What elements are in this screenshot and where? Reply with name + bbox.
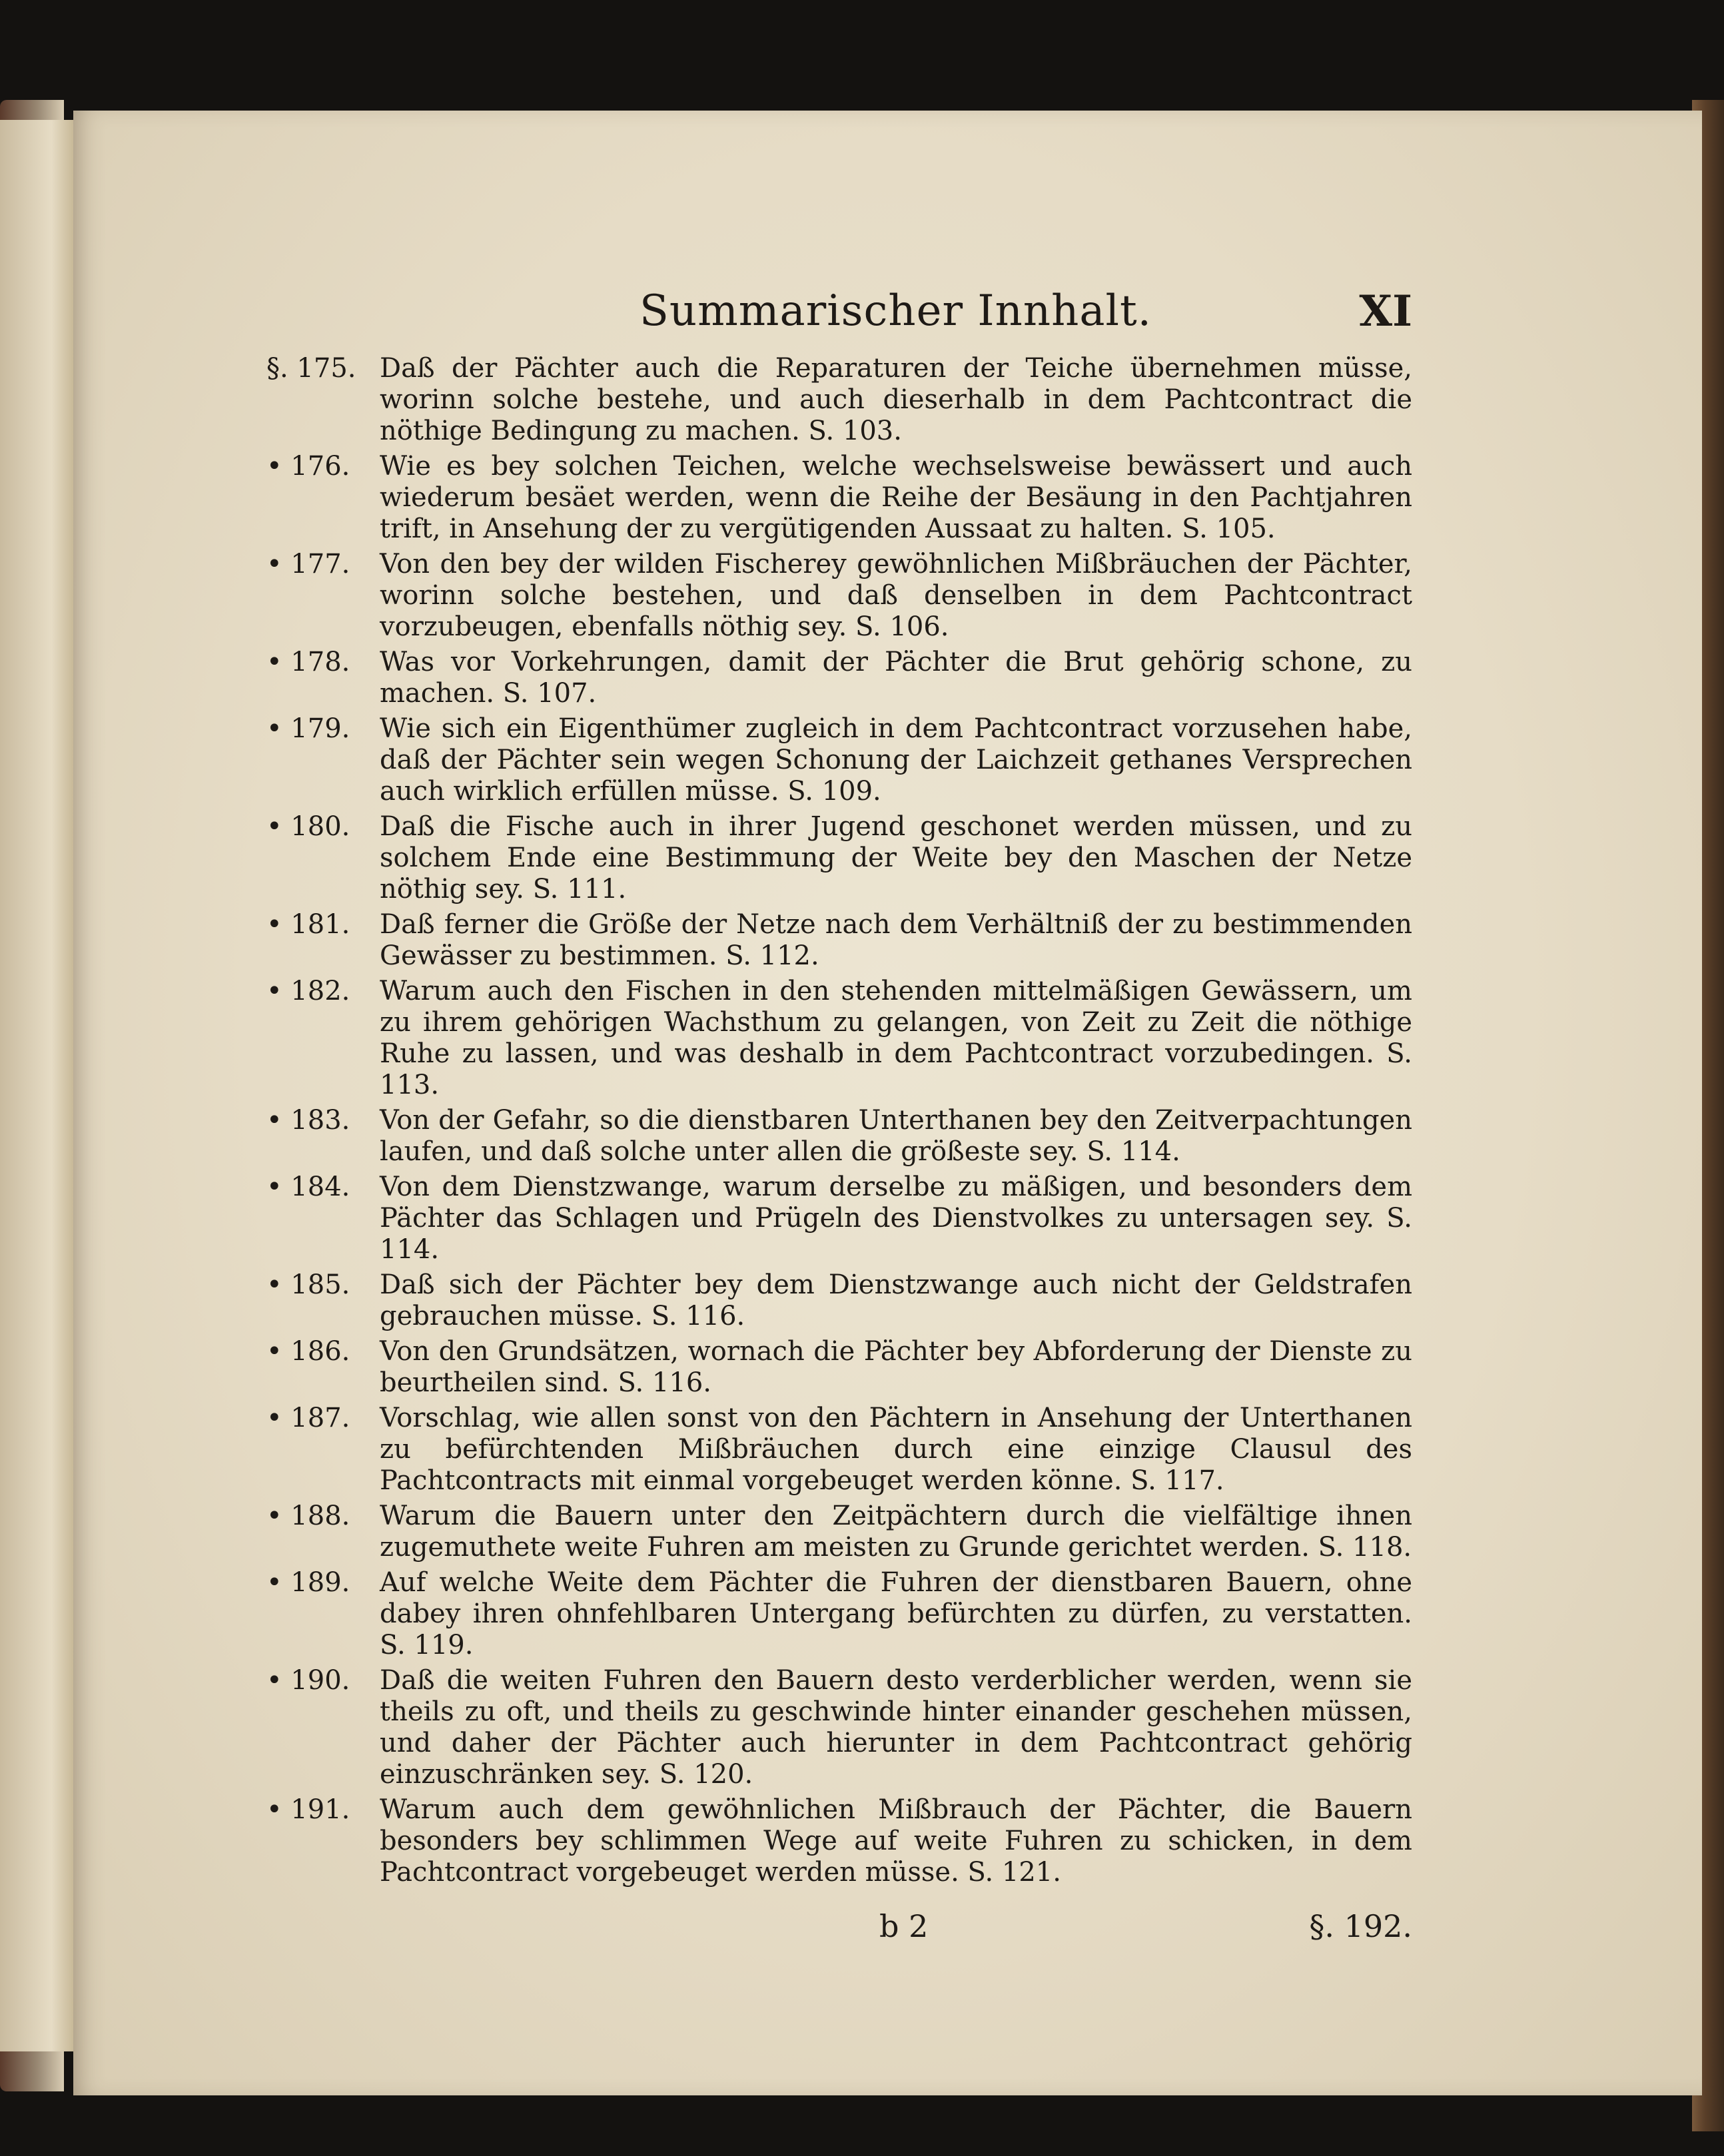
section-summary: Daß sich der Pächter bey dem Dienstzwange auch nicht der Geldstrafen gebrauchen müsse. S. 116.: [380, 1269, 1412, 1331]
catchword: §. 192.: [1309, 1908, 1412, 1944]
list-item: [266, 909, 1412, 972]
section-summary: Daß die Fische auch in ihrer Jugend geschonet werden müssen, und zu solchem Ende eine Bestimmung der Weite bey den Maschen der Netze nöthig sey. S. 111.: [380, 811, 1412, 904]
section-number: • 176.: [266, 451, 350, 482]
section-summary: Was vor Vorkehrungen, damit der Pächter die Brut gehörig schone, zu machen. S. 107.: [380, 647, 1412, 709]
section-summary: Von den bey der wilden Fischerey gewöhnlichen Mißbräuchen der Pächter, worinn solche bestehen, und daß denselben in dem Pachtcontract vorzubeugen, ebenfalls nöthig sey. S. 106.: [380, 549, 1412, 642]
list-item: [266, 1501, 1412, 1563]
list-item: [266, 353, 1412, 447]
section-number: • 185.: [266, 1269, 350, 1300]
section-number: • 188.: [266, 1501, 350, 1531]
section-summary: Wie sich ein Eigenthümer zugleich in dem Pachtcontract vorzusehen habe, daß der Pächter sein wegen Schonung der Laichzeit gethanes Versprechen auch wirklich erfüllen müsse. S. 109.: [380, 713, 1412, 807]
list-item: [266, 1403, 1412, 1497]
section-number: • 181.: [266, 909, 350, 940]
section-number: • 184.: [266, 1172, 350, 1202]
summary-list: [266, 353, 1412, 1888]
list-item: [266, 1665, 1412, 1790]
list-item: [266, 1567, 1412, 1661]
section-summary: Daß ferner die Größe der Netze nach dem Verhältniß der zu bestimmenden Gewässer zu bestimmen. S. 112.: [380, 909, 1412, 971]
section-summary: Wie es bey solchen Teichen, welche wechselsweise bewässert und auch wiederum besäet werden, wenn die Reihe der Besäung in den Pachtjahren trift, in Ansehung der zu vergütigenden Aussaat zu halten. S. 105.: [380, 451, 1412, 544]
section-summary: Vorschlag, wie allen sonst von den Pächtern in Ansehung der Unterthanen zu befürchtenden Mißbräuchen durch eine einzige Clausul des Pachtcontracts mit einmal vorgebeuget werden könne. S. 117.: [380, 1403, 1412, 1496]
section-summary: Von der Gefahr, so die dienstbaren Unterthanen bey den Zeitverpachtungen laufen, und daß solche unter allen die größeste sey. S. 114.: [380, 1105, 1412, 1167]
section-number: • 180.: [266, 811, 350, 842]
running-header: [266, 280, 1412, 353]
section-number: • 177.: [266, 549, 350, 579]
page-footer: [266, 1902, 1412, 1962]
section-number: §. 175.: [266, 353, 356, 384]
section-summary: Warum auch den Fischen in den stehenden mittelmäßigen Gewässern, um zu ihrem gehörigen Wachsthum zu gelangen, von Zeit zu Zeit die nöthige Ruhe zu lassen, und was deshalb in dem Pachtcontract vorzubedingen. S. 113.: [380, 976, 1412, 1100]
list-item: [266, 811, 1412, 905]
section-summary: Warum die Bauern unter den Zeitpächtern durch die vielfältige ihnen zugemuthete weite Fuhren am meisten zu Grunde gerichtet werden. S. 118.: [380, 1501, 1412, 1563]
section-summary: Daß der Pächter auch die Reparaturen der Teiche übernehmen müsse, worinn solche bestehe, und auch dieserhalb in dem Pachtcontract die nöthige Bedingung zu machen. S. 103.: [380, 353, 1412, 446]
list-item: [266, 976, 1412, 1101]
section-summary: Von dem Dienstzwange, warum derselbe zu mäßigen, und besonders dem Pächter das Schlagen und Prügeln des Dienstvolkes zu untersagen sey. S. 114.: [380, 1172, 1412, 1265]
section-number: • 189.: [266, 1567, 350, 1598]
page-title: Summarischer Innhalt.: [640, 286, 1152, 336]
list-item: [266, 451, 1412, 545]
list-item: [266, 549, 1412, 643]
section-summary: Daß die weiten Fuhren den Bauern desto verderblicher werden, wenn sie theils zu oft, und theils zu geschwinde hinter einander geschehen müssen, und daher der Pächter auch hierunter in dem Pachtcontract gehörig einzuschränken sey. S. 120.: [380, 1665, 1412, 1790]
page-number: XI: [1359, 286, 1412, 336]
list-item: [266, 1105, 1412, 1168]
section-number: • 191.: [266, 1794, 350, 1825]
list-item: [266, 1172, 1412, 1265]
section-number: • 178.: [266, 647, 350, 677]
section-number: • 183.: [266, 1105, 350, 1136]
signature-mark: b 2: [879, 1908, 929, 1944]
left-page-fore-edge: [0, 120, 73, 2051]
section-number: • 186.: [266, 1336, 350, 1367]
list-item: [266, 1794, 1412, 1888]
section-summary: Warum auch dem gewöhnlichen Mißbrauch der Pächter, die Bauern besonders bey schlimmen Wege auf weite Fuhren zu schicken, in dem Pachtcontract vorgebeuget werden müsse. S. 121.: [380, 1794, 1412, 1888]
section-number: • 179.: [266, 713, 350, 744]
list-item: [266, 1336, 1412, 1399]
list-item: [266, 647, 1412, 709]
list-item: [266, 713, 1412, 807]
section-summary: Von den Grundsätzen, wornach die Pächter bey Abforderung der Dienste zu beurtheilen sind. S. 116.: [380, 1336, 1412, 1398]
list-item: [266, 1269, 1412, 1332]
section-number: • 182.: [266, 976, 350, 1006]
page-content: [266, 280, 1412, 1962]
section-number: • 190.: [266, 1665, 350, 1696]
section-number: • 187.: [266, 1403, 350, 1433]
section-summary: Auf welche Weite dem Pächter die Fuhren der dienstbaren Bauern, ohne dabey ihren ohnfehlbaren Untergang befürchten zu dürfen, zu verstatten. S. 119.: [380, 1567, 1412, 1660]
